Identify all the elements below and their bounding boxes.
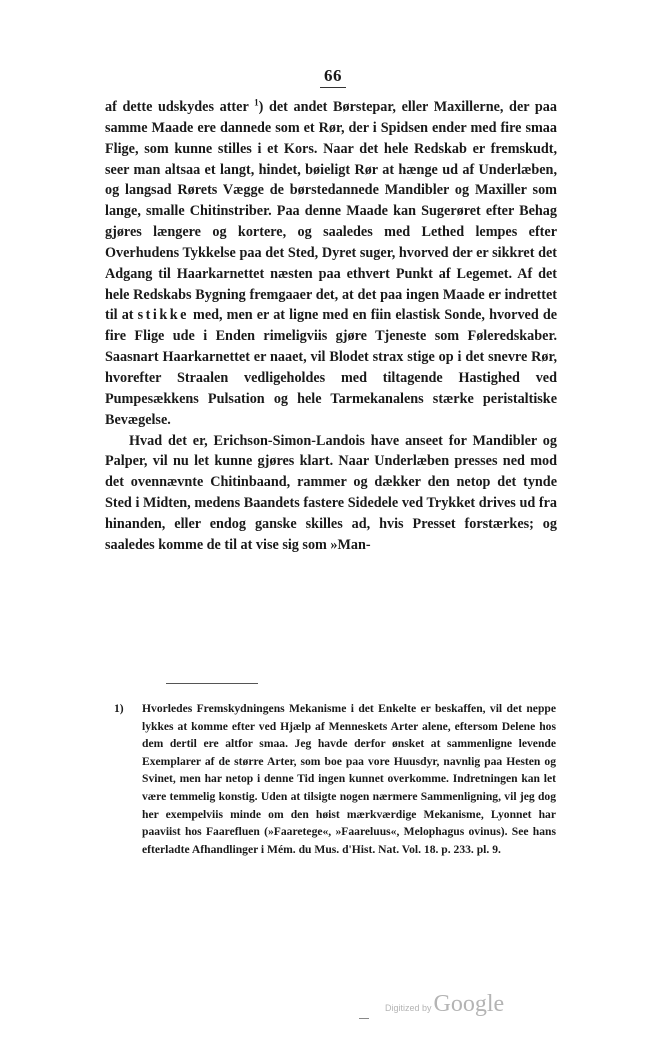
paragraph-1-end: med, men er at ligne med en fiin elastisk Sonde, hvorved de fire Flige ude i Enden rimeligviis gjøre Tjeneste som Føleredskaber. Saasnart Haarkarnettet er naaet, vil Blodet strax stige op i det snevre Rør, hvorefter Straalen vedligeholdes med tiltagende Hastighed ved Pumpesækkens Pulsation og hele Tarmekanalens stærke peristaltiske Bevægelse. — [105, 307, 558, 428]
page-number — [0, 66, 648, 88]
footnote-reference: 1 — [254, 97, 259, 108]
page-number-value: 66 — [320, 66, 346, 88]
footnote-divider — [166, 683, 258, 684]
footnote — [114, 700, 556, 858]
page-mark — [359, 1018, 369, 1019]
paragraph-1-middle: ) det andet Børstepar, eller Maxillerne, der paa samme Maade ere dannede som et Rør, der i Spidsen ender med fire smaa Flige, som kunne stilles i et Kors. Naar det hele Redskab er fremskudt, seer man altsaa et langt, hindet, bøieligt Rør at hænge ud af Underlæben, og langsad Rørets Vægge de børstedannede Mandibler og Maxiller som lange, smalle Chitinstriber. Paa denne Maade kan Sugerøret efter Behag gjøres længere og kortere, og saaledes med Lethed lempes efter Overhudens Tykkelse paa det Sted, Dyret suger, hvorved der er sikkret det Adgang til Haarkarnettet næsten paa ethvert Punkt af Legemet. Af det hele Redskabs Bygning fremgaaer det, at det paa ingen Maade er indrettet til at — [105, 99, 557, 324]
google-logo: Google — [433, 991, 505, 1017]
emphasized-word: stikke — [137, 307, 189, 324]
paragraph-2: Hvad det er, Erichson-Simon-Landois have anseet for Mandibler og Palper, vil nu let kunne gjøres klart. Naar Underlæben presses ned mod det ovennævnte Chitinbaand, rammer og dækker den netop det tynde Sted i Midten, medens Baandets fastere Sidedele ved Trykket drives ud fra hinanden, eller endog ganske skilles ad, hvis Presset forstærkes; og saaledes komme de til at vise sig som »Man- — [105, 432, 557, 553]
paragraph-1 — [105, 97, 557, 431]
main-text — [105, 97, 557, 556]
digitized-watermark — [385, 991, 504, 1027]
footnote-text: Hvorledes Fremskydningens Mekanisme i det Enkelte er beskaffen, vil det neppe lykkes at komme efter ved Hjælp af Menneskets Arter alene, eftersom Delene hos dem dertil ere altfor smaa. Jeg havde derfor ønsket at sammenligne levende Exemplarer af de større Arter, som boe paa vore Huusdyr, navnlig paa Hesten og Svinet, men har netop i denne Tid ingen kunnet overkomme. Indretningen kan let være temmelig konstig. Uden at tilsigte nogen nærmere Sammenligning, vil jeg dog her exempelviis minde om den høist mærkværdige Mekanisme, Lyonnet har paaviist hos Faarefluen (»Faaretege«, »Faareluus«, Melophagus ovinus). See hans efterladte Afhandlinger i Mém. du Mus. d'Hist. Nat. Vol. 18. p. 233. pl. 9. — [142, 702, 556, 856]
paragraph-1-start: af dette udskydes atter — [105, 99, 249, 115]
footnote-marker: 1) — [114, 702, 124, 715]
watermark-prefix: Digitized by — [385, 1003, 432, 1013]
